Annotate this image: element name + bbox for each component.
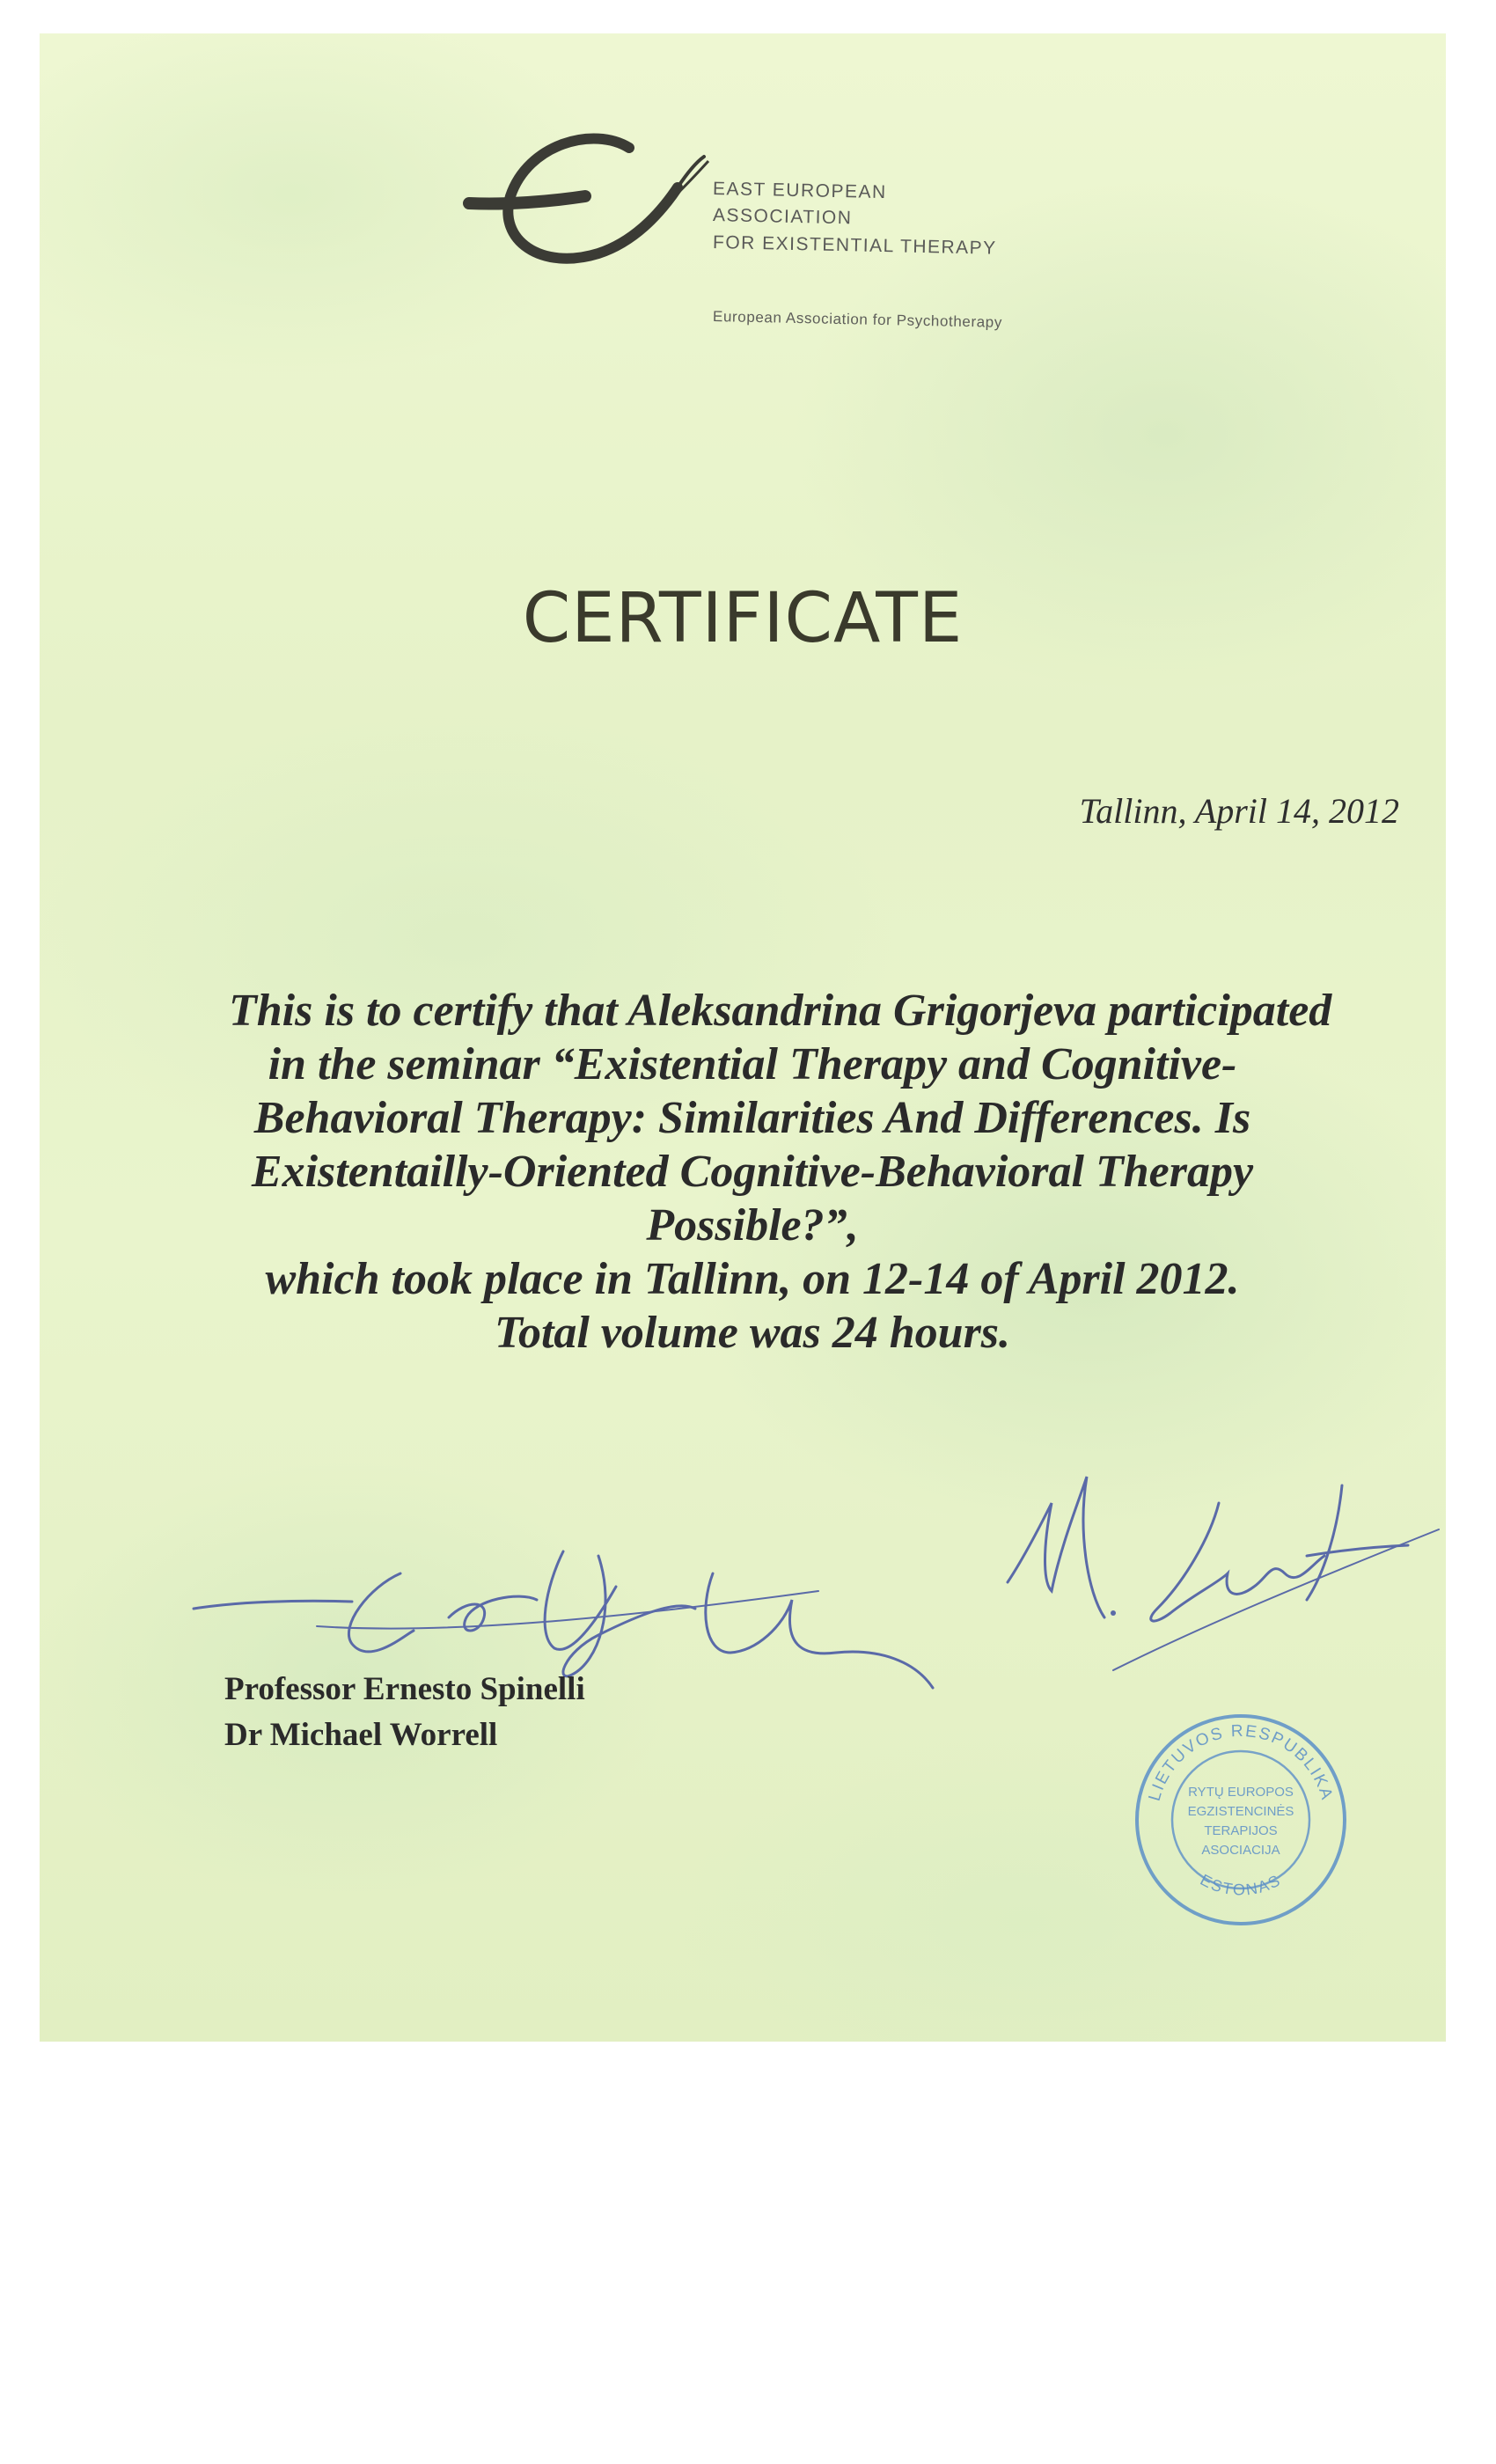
place-date: Tallinn, April 14, 2012: [1079, 791, 1399, 831]
stylized-e-logo-icon: [444, 108, 726, 328]
association-stamp: [1131, 1710, 1351, 1930]
body-line: which took place in Tallinn, on 12-14 of April 2012.: [265, 1254, 1240, 1304]
body-line: Possible?”,: [646, 1200, 859, 1250]
stamp-inner-line: ASOCIACIJA: [1201, 1843, 1280, 1858]
stamp-inner-line: TERAPIJOS: [1204, 1823, 1278, 1838]
certificate-title: CERTIFICATE: [522, 579, 964, 658]
signatory-name: Professor Ernesto Spinelli: [224, 1671, 585, 1707]
body-line: in the seminar “Existential Therapy and Cognitive-: [268, 1039, 1237, 1089]
stamp-inner-line: EGZISTENCINĖS: [1187, 1804, 1294, 1819]
body-line: Behavioral Therapy: Similarities And Differences. Is: [253, 1093, 1251, 1143]
org-name-line-1: EAST EUROPEAN: [712, 179, 887, 203]
body-line: Total volume was 24 hours.: [494, 1308, 1011, 1358]
body-line: This is to certify that Aleksandrina Grigorjeva participated: [229, 986, 1332, 1036]
signatory-name: Dr Michael Worrell: [224, 1717, 498, 1753]
certificate-body: [229, 984, 1332, 1360]
certificate-paper: [40, 33, 1446, 2042]
org-name-line-3: FOR EXISTENTIAL THERAPY: [712, 232, 997, 259]
body-line: Existentailly-Oriented Cognitive-Behavioral Therapy: [251, 1147, 1254, 1197]
stamp-text-top: LIETUVOS RESPUBLIKA: [1145, 1721, 1337, 1804]
signature-worrell: [955, 1450, 1446, 1714]
org-name-line-2: ASSOCIATION: [712, 205, 853, 229]
stamp-text-bottom: ESTONAS: [1197, 1870, 1285, 1899]
svg-text:ESTONAS: [1198, 1871, 1285, 1899]
stamp-inner-line: RYTŲ EUROPOS: [1188, 1785, 1294, 1800]
org-affiliation: European Association for Psychotherapy: [712, 308, 1003, 331]
